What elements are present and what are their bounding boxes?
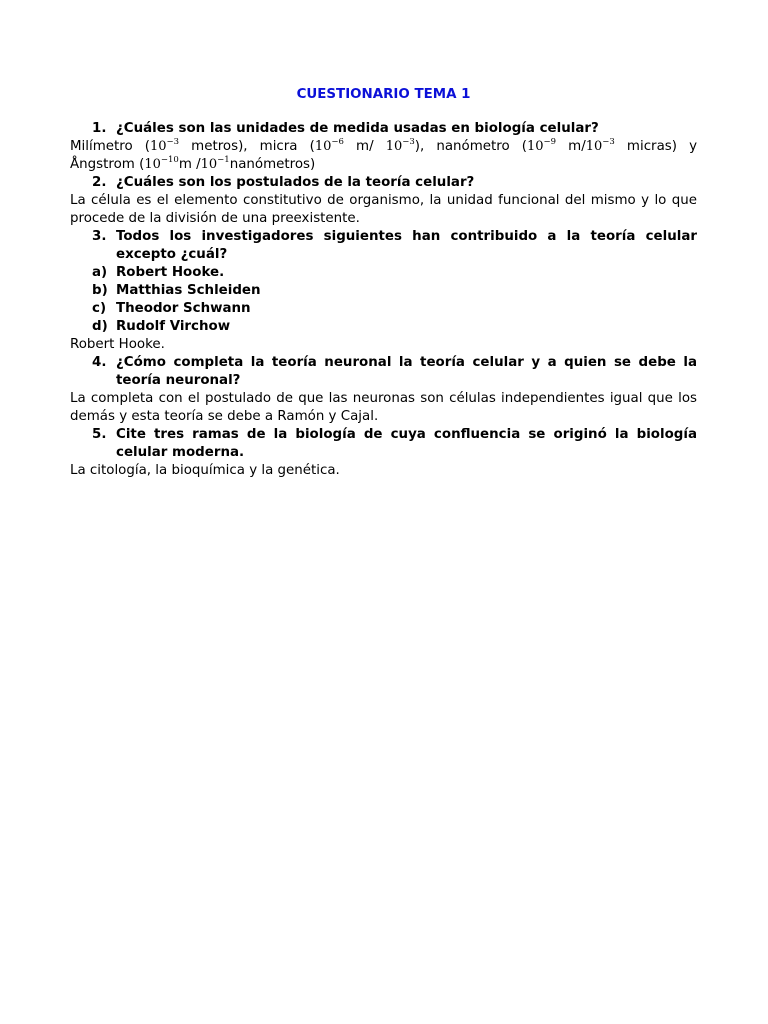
option-text: Robert Hooke. <box>116 265 225 280</box>
question-text: ¿Cuáles son los postulados de la teoría celular? <box>116 175 475 190</box>
question-3 <box>70 228 697 264</box>
option-d <box>70 318 697 336</box>
question-text: Todos los investigadores siguientes han contribuido a la teoría celular excepto ¿cuál? <box>116 229 697 262</box>
option-text: Rudolf Virchow <box>116 319 231 334</box>
option-a <box>70 264 697 282</box>
document-title: CUESTIONARIO TEMA 1 <box>296 87 471 102</box>
option-text: Theodor Schwann <box>116 301 251 316</box>
option-c <box>70 300 697 318</box>
answer-1-line-2: Ångstrom ($10^{-10}m$ $/10^{-1}nanómetros$) <box>70 155 316 172</box>
answer-4: La completa con el postulado de que las neuronas son células independientes igual que los demás y esta teoría se debe a Ramón y Cajal. <box>70 391 697 424</box>
option-letter: c) <box>92 301 107 316</box>
document-content <box>70 86 697 480</box>
question-number: 1. <box>92 121 107 136</box>
answer-2: La célula es el elemento constitutivo de organismo, la unidad funcional del mismo y lo que procede de la división de una preexistente. <box>70 193 697 226</box>
question-number: 2. <box>92 175 107 190</box>
answer-3: Robert Hooke. <box>70 337 165 352</box>
question-text: ¿Cuáles son las unidades de medida usadas en biología celular? <box>116 121 599 136</box>
question-number: 4. <box>92 355 107 370</box>
question-4 <box>70 354 697 390</box>
option-letter: d) <box>92 319 108 334</box>
question-5 <box>70 426 697 462</box>
question-text: Cite tres ramas de la biología de cuya confluencia se originó la biología celular moderna. <box>116 427 697 460</box>
question-number: 5. <box>92 427 107 442</box>
answer-5: La citología, la bioquímica y la genética. <box>70 463 340 478</box>
option-text: Matthias Schleiden <box>116 283 261 298</box>
option-letter: a) <box>92 265 108 280</box>
question-text: ¿Cómo completa la teoría neuronal la teoría celular y a quien se debe la teoría neuronal? <box>116 355 697 388</box>
option-letter: b) <box>92 283 108 298</box>
option-b <box>70 282 697 300</box>
answer-1-line-1: Milímetro ($10^{-3}$ metros), micra ($10^{-6}$ m/ $10^{-3}$), nanómetro ($10^{-9}$ $m/10^{-3}$ micras) y <box>70 137 698 154</box>
question-1 <box>70 120 697 138</box>
question-number: 3. <box>92 229 107 244</box>
question-2 <box>70 174 697 192</box>
